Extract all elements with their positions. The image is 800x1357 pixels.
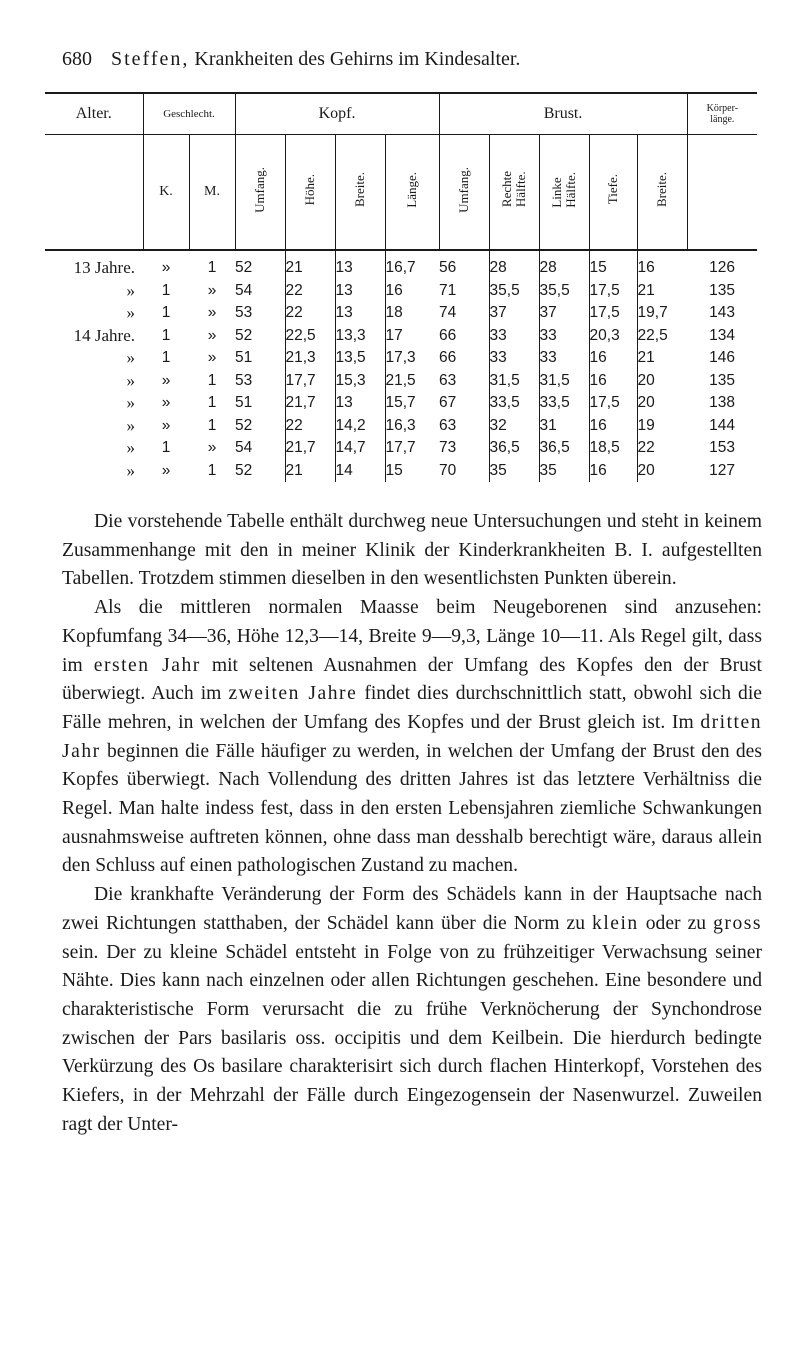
table-cell: 17,5 bbox=[589, 280, 637, 303]
sub-chest-linke: Linke Hälfte. bbox=[539, 135, 589, 251]
table-cell: 1 bbox=[161, 349, 171, 367]
table-cell: 22 bbox=[285, 302, 335, 325]
sub-age bbox=[45, 135, 143, 251]
table-cell: » bbox=[161, 259, 171, 277]
table-cell: 71 bbox=[439, 281, 457, 299]
table-cell: » bbox=[126, 370, 135, 390]
table-cell: 33,5 bbox=[539, 392, 589, 415]
table-cell: 20,3 bbox=[589, 325, 637, 348]
table-row bbox=[45, 415, 757, 438]
table-cell: 52 bbox=[235, 259, 253, 277]
table-cell: 17,3 bbox=[385, 347, 439, 370]
table-cell: 22 bbox=[285, 415, 335, 438]
table-cell: » bbox=[207, 326, 217, 344]
sub-head-umfang: Umfang. bbox=[235, 135, 285, 251]
table-cell: » bbox=[161, 461, 171, 479]
table-cell: 32 bbox=[489, 415, 539, 438]
table-cell: 14 Jahre. bbox=[73, 325, 135, 345]
table-cell: 53 bbox=[235, 304, 253, 322]
table-cell: 52 bbox=[235, 326, 253, 344]
table-cell: 1 bbox=[161, 326, 171, 344]
table-cell: 13 bbox=[335, 302, 385, 325]
table-cell: 13 bbox=[335, 280, 385, 303]
table-cell: 143 bbox=[709, 304, 736, 322]
table-cell: 153 bbox=[709, 439, 736, 457]
table-cell: 14 bbox=[335, 460, 385, 483]
table-cell: 28 bbox=[489, 250, 539, 280]
table-cell: 35,5 bbox=[539, 280, 589, 303]
table-cell: 67 bbox=[439, 394, 457, 412]
table-cell: » bbox=[126, 280, 135, 300]
table-cell: 20 bbox=[637, 370, 687, 393]
table-cell: 21 bbox=[637, 347, 687, 370]
table-cell: 31 bbox=[539, 415, 589, 438]
table-cell: 1 bbox=[161, 281, 171, 299]
table-cell: 22 bbox=[637, 437, 687, 460]
table-cell: 73 bbox=[439, 439, 457, 457]
table-row bbox=[45, 437, 757, 460]
table-cell: 35 bbox=[489, 460, 539, 483]
table-cell: 16 bbox=[589, 415, 637, 438]
table-cell: 53 bbox=[235, 371, 253, 389]
table-cell: 33 bbox=[489, 325, 539, 348]
table-row bbox=[45, 250, 757, 280]
emph-third-year: dritten Jahr bbox=[62, 711, 762, 762]
col-body-length-header bbox=[687, 93, 757, 135]
table-cell: 13,3 bbox=[335, 325, 385, 348]
table-cell: 16 bbox=[385, 280, 439, 303]
col-age-header: Alter. bbox=[45, 93, 143, 135]
col-sex-header: Geschlecht. bbox=[143, 93, 235, 135]
sub-body-length bbox=[687, 135, 757, 251]
table-cell: 66 bbox=[439, 349, 457, 367]
table-cell: 1 bbox=[207, 394, 217, 412]
body-text bbox=[62, 508, 762, 1139]
table-cell: 22,5 bbox=[637, 325, 687, 348]
table-cell: 21,7 bbox=[285, 392, 335, 415]
table-cell: 74 bbox=[439, 304, 457, 322]
table-cell: 14,2 bbox=[335, 415, 385, 438]
table-cell: 126 bbox=[709, 259, 736, 277]
table-cell: 134 bbox=[709, 326, 736, 344]
table-cell: 1 bbox=[207, 371, 217, 389]
table-cell: 37 bbox=[539, 302, 589, 325]
table-cell: 138 bbox=[709, 394, 736, 412]
table-cell: 22,5 bbox=[285, 325, 335, 348]
table-cell: 135 bbox=[709, 371, 736, 389]
table-cell: 31,5 bbox=[539, 370, 589, 393]
table-cell: » bbox=[207, 281, 217, 299]
table-cell: 21 bbox=[285, 460, 335, 483]
table-cell: 52 bbox=[235, 416, 253, 434]
table-cell: 146 bbox=[709, 349, 736, 367]
table-cell: » bbox=[207, 439, 217, 457]
body-length-line1: Körper- bbox=[706, 103, 739, 114]
emph-klein: klein bbox=[592, 912, 639, 934]
table-cell: 13 Jahre. bbox=[73, 258, 135, 278]
table-cell: 33 bbox=[539, 325, 589, 348]
table-cell: 52 bbox=[235, 461, 253, 479]
table-cell: 66 bbox=[439, 326, 457, 344]
table-cell: 21 bbox=[637, 280, 687, 303]
emph-first-year: ersten Jahr bbox=[93, 654, 201, 676]
table-row bbox=[45, 280, 757, 303]
table-cell: 16,7 bbox=[385, 250, 439, 280]
table-row bbox=[45, 347, 757, 370]
table-cell: 13 bbox=[335, 250, 385, 280]
table-cell: 21 bbox=[285, 250, 335, 280]
table-cell: 21,7 bbox=[285, 437, 335, 460]
table-row bbox=[45, 370, 757, 393]
table-cell: 33,5 bbox=[489, 392, 539, 415]
table-cell: 16 bbox=[589, 347, 637, 370]
table-cell: 54 bbox=[235, 281, 253, 299]
table-cell: 18,5 bbox=[589, 437, 637, 460]
running-title: Krankheiten des Gehirns im Kindesalter. bbox=[194, 48, 521, 70]
table-cell: 1 bbox=[161, 304, 171, 322]
sub-head-breite: Breite. bbox=[335, 135, 385, 251]
table-cell: 20 bbox=[637, 392, 687, 415]
table-cell: 1 bbox=[207, 416, 217, 434]
table-cell: 19 bbox=[637, 415, 687, 438]
table-cell: » bbox=[161, 371, 171, 389]
sub-chest-umfang: Umfang. bbox=[439, 135, 489, 251]
table-row bbox=[45, 325, 757, 348]
author-name: Steffen, bbox=[111, 48, 190, 70]
table-row bbox=[45, 302, 757, 325]
table-cell: 16,3 bbox=[385, 415, 439, 438]
measurement-table bbox=[45, 92, 757, 482]
table-cell: » bbox=[161, 416, 171, 434]
page-number: 680 bbox=[62, 48, 92, 70]
paragraph-2: Als die mittleren normalen Maasse beim Neugeborenen sind anzusehen: Kopfumfang 34—36, Höhe 12,3—14, Breite 9—9,3, Länge 10—11. Als Regel gilt, dass im ersten Jahr mit seltenen Ausnahmen der Umfang des Kopfes den der Brust überwiegt. Auch im zweiten Jahre findet dies durchschnittlich statt, obwohl sich die Fälle mehren, in welchen der Umfang des Kopfes und der Brust gleich ist. Im dritten Jahr beginnen die Fälle häufiger zu werden, in welchen der Umfang der Brust den des Kopfes überwiegt. Nach Vollendung des dritten Jahres ist das letztere Verhältniss die Regel. Man halte indess fest, dass in den ersten Lebensjahren ziemliche Schwankungen ausnahmsweise auftreten können, ohne dass man desshalb berechtigt wäre, daraus allein den Schluss auf einen pathologischen Zustand zu machen. bbox=[62, 597, 762, 877]
table-row bbox=[45, 460, 757, 483]
table-cell: 13,5 bbox=[335, 347, 385, 370]
table-cell: 37 bbox=[489, 302, 539, 325]
table-cell: 16 bbox=[589, 460, 637, 483]
table-group-header bbox=[45, 93, 757, 135]
table-cell: 63 bbox=[439, 371, 457, 389]
table-cell: 1 bbox=[161, 439, 171, 457]
running-head bbox=[62, 48, 762, 71]
table-cell: 15,3 bbox=[335, 370, 385, 393]
sub-m: M. bbox=[189, 135, 235, 251]
table-cell: » bbox=[161, 394, 171, 412]
table-cell: 17 bbox=[385, 325, 439, 348]
sub-chest-tiefe: Tiefe. bbox=[589, 135, 637, 251]
table-cell: » bbox=[126, 303, 135, 323]
table-body bbox=[45, 250, 757, 482]
table-cell: 70 bbox=[439, 461, 457, 479]
table-cell: 35,5 bbox=[489, 280, 539, 303]
table-cell: 144 bbox=[709, 416, 736, 434]
table-cell: 13 bbox=[335, 392, 385, 415]
table-cell: 14,7 bbox=[335, 437, 385, 460]
table-cell: 17,7 bbox=[385, 437, 439, 460]
table-cell: 31,5 bbox=[489, 370, 539, 393]
table-cell: 51 bbox=[235, 349, 253, 367]
table-cell: 36,5 bbox=[489, 437, 539, 460]
table-cell: 1 bbox=[207, 259, 217, 277]
table-cell: 15,7 bbox=[385, 392, 439, 415]
table-cell: 16 bbox=[637, 250, 687, 280]
table-cell: » bbox=[207, 304, 217, 322]
table-cell: 28 bbox=[539, 250, 589, 280]
table-cell: 21,3 bbox=[285, 347, 335, 370]
table-cell: 56 bbox=[439, 259, 457, 277]
emph-gross: gross bbox=[713, 912, 762, 934]
table-cell: 54 bbox=[235, 439, 253, 457]
table-cell: » bbox=[126, 438, 135, 458]
col-chest-header: Brust. bbox=[439, 93, 687, 135]
table-cell: 15 bbox=[589, 250, 637, 280]
body-length-line2: länge. bbox=[710, 114, 735, 125]
table-row bbox=[45, 392, 757, 415]
table-cell: 20 bbox=[637, 460, 687, 483]
table-cell: » bbox=[207, 349, 217, 367]
table-cell: 51 bbox=[235, 394, 253, 412]
table-cell: 19,7 bbox=[637, 302, 687, 325]
sub-k: K. bbox=[143, 135, 189, 251]
table-cell: 21,5 bbox=[385, 370, 439, 393]
table-cell: 33 bbox=[539, 347, 589, 370]
table-cell: 18 bbox=[385, 302, 439, 325]
table-sub-header bbox=[45, 135, 757, 251]
col-head-header: Kopf. bbox=[235, 93, 439, 135]
table-cell: » bbox=[126, 393, 135, 413]
table-cell: 17,7 bbox=[285, 370, 335, 393]
table-cell: 17,5 bbox=[589, 302, 637, 325]
table-cell: » bbox=[126, 415, 135, 435]
sub-chest-breite: Breite. bbox=[637, 135, 687, 251]
table-cell: 35 bbox=[539, 460, 589, 483]
table-cell: 63 bbox=[439, 416, 457, 434]
table-cell: » bbox=[126, 348, 135, 368]
table-cell: 127 bbox=[709, 461, 736, 479]
emph-second-year: zweiten Jahre bbox=[228, 683, 358, 705]
paragraph-1: Die vorstehende Tabelle enthält durchweg neue Untersuchungen und steht in keinem Zusammenhange mit den in meiner Klinik der Kinderkrankheiten B. I. aufgestellten Tabellen. Trotzdem stimmen dieselben in den wesentlichsten Punkten überein. bbox=[62, 511, 762, 590]
sub-head-laenge: Länge. bbox=[385, 135, 439, 251]
table-cell: 36,5 bbox=[539, 437, 589, 460]
table-cell: 17,5 bbox=[589, 392, 637, 415]
sub-head-hoehe: Höhe. bbox=[285, 135, 335, 251]
sub-chest-rechte: Rechte Hälfte. bbox=[489, 135, 539, 251]
table-cell: 33 bbox=[489, 347, 539, 370]
table-cell: 1 bbox=[207, 461, 217, 479]
table-cell: 15 bbox=[385, 460, 439, 483]
table-cell: » bbox=[126, 460, 135, 480]
table-cell: 135 bbox=[709, 281, 736, 299]
table-cell: 16 bbox=[589, 370, 637, 393]
table-cell: 22 bbox=[285, 280, 335, 303]
paragraph-3: Die krankhafte Veränderung der Form des Schädels kann in der Hauptsache nach zwei Richtungen statthaben, der Schädel kann über die Norm zu klein oder zu gross sein. Der zu kleine Schädel entsteht in Folge von zu frühzeitiger Verwachsung seiner Nähte. Dies kann nach einzelnen oder allen Richtungen geschehen. Eine besondere und charakteristische Form verursacht die zu frühe Verknöcherung der Synchondrose zwischen der Pars basilaris oss. occipitis und dem Keilbein. Die hierdurch bedingte Verkürzung des Os basilare charakterisirt sich durch flachen Hinterkopf, Vorstehen des Kiefers, in der Mehrzahl der Fälle durch Eingezogensein der Nasenwurzel. Zuweilen ragt der Unter- bbox=[62, 884, 762, 1135]
